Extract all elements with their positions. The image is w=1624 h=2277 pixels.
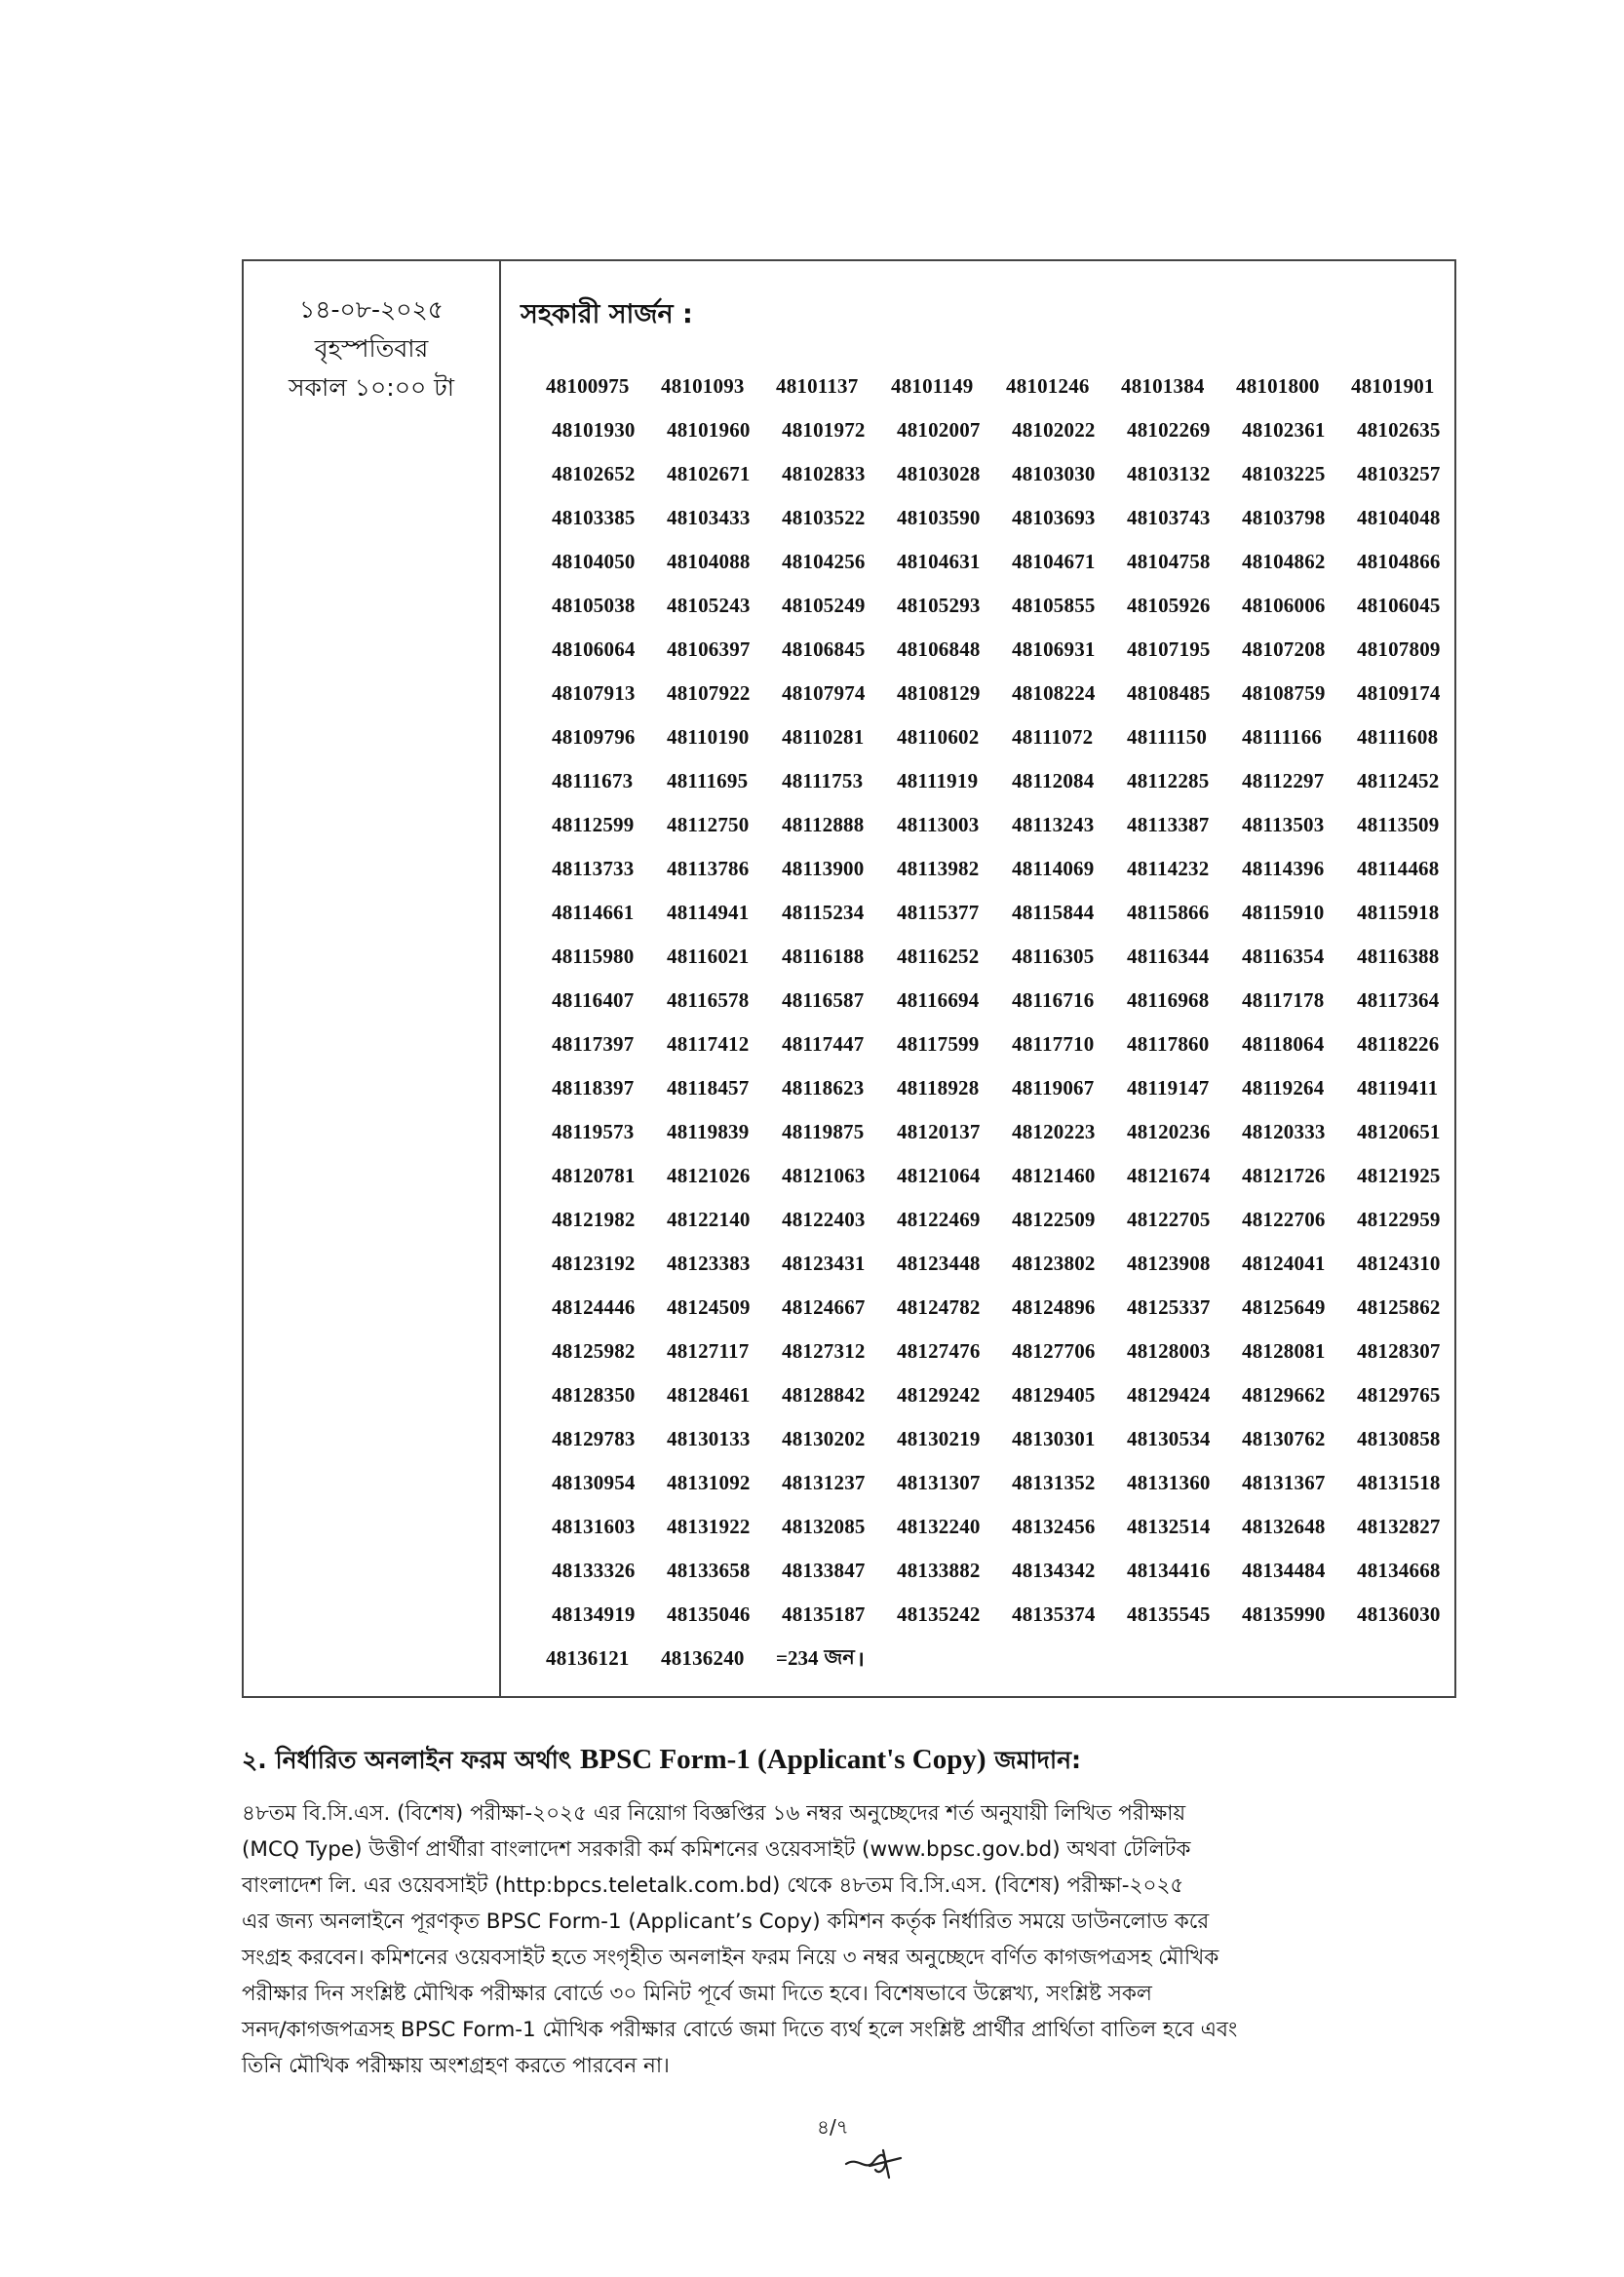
roll-number: 48113900 bbox=[782, 857, 865, 880]
heading-prefix: ২. নির্ধারিত অনলাইন ফরম অর্থাৎ bbox=[242, 1746, 572, 1774]
roll-number: 48135242 bbox=[897, 1602, 981, 1626]
roll-row bbox=[552, 979, 1473, 1023]
roll-number: 48114941 bbox=[667, 901, 750, 924]
roll-number: 48116716 bbox=[1012, 988, 1095, 1012]
roll-number: 48120333 bbox=[1242, 1120, 1326, 1143]
roll-number: 48115866 bbox=[1127, 901, 1210, 924]
paragraph-line: সনদ/কাগজপত্রসহ BPSC Form-1 মৌখিক পরীক্ষার বোর্ডে জমা দিতে ব্যর্থ হলে সংশ্লিষ্ট প্রার্থীর প্রার্থিতা বাতিল হবে এবং bbox=[242, 2018, 1238, 2042]
roll-number: 48125982 bbox=[552, 1339, 636, 1363]
roll-number: 48112599 bbox=[552, 813, 635, 836]
roll-number: 48134342 bbox=[1012, 1559, 1096, 1582]
exam-date: ১৪-০৮-২০২৫ bbox=[299, 295, 444, 324]
roll-number: 48128081 bbox=[1242, 1339, 1326, 1363]
roll-number: 48135545 bbox=[1127, 1602, 1211, 1626]
exam-time: সকাল ১০:০০ টা bbox=[288, 373, 455, 402]
roll-number: 48107922 bbox=[667, 681, 751, 705]
roll-number: 48130954 bbox=[552, 1471, 636, 1494]
roll-number: 48111608 bbox=[1357, 725, 1439, 749]
roll-number: 48116252 bbox=[897, 945, 980, 968]
roll-number: 48119839 bbox=[667, 1120, 750, 1143]
roll-number: 48133882 bbox=[897, 1559, 981, 1582]
schedule-table bbox=[242, 259, 1456, 1698]
roll-number: 48111695 bbox=[667, 769, 749, 792]
roll-number: 48132648 bbox=[1242, 1515, 1326, 1538]
roll-row bbox=[552, 1593, 1473, 1637]
roll-row bbox=[552, 715, 1473, 759]
roll-number: 48123383 bbox=[667, 1252, 751, 1275]
roll-number: 48111673 bbox=[552, 769, 634, 792]
roll-number: 48102361 bbox=[1242, 418, 1326, 442]
roll-number: 48113387 bbox=[1127, 813, 1210, 836]
roll-row bbox=[552, 1023, 1473, 1066]
roll-number: 48121064 bbox=[897, 1164, 981, 1187]
roll-number: 48124446 bbox=[552, 1295, 636, 1319]
roll-number: 48129242 bbox=[897, 1383, 981, 1407]
roll-number: 48114661 bbox=[552, 901, 635, 924]
roll-number: 48102635 bbox=[1357, 418, 1441, 442]
roll-number: 48118457 bbox=[667, 1076, 750, 1100]
roll-number: 48114069 bbox=[1012, 857, 1095, 880]
roll-number: 48120651 bbox=[1357, 1120, 1441, 1143]
roll-number: 48125649 bbox=[1242, 1295, 1326, 1319]
roll-number: 48128461 bbox=[667, 1383, 751, 1407]
roll-number: 48103028 bbox=[897, 462, 981, 485]
roll-row bbox=[552, 452, 1473, 496]
roll-row bbox=[552, 1330, 1473, 1373]
roll-number: 48116968 bbox=[1127, 988, 1210, 1012]
roll-number: 48129662 bbox=[1242, 1383, 1326, 1407]
roll-row bbox=[552, 1110, 1473, 1154]
roll-number: 48114232 bbox=[1127, 857, 1210, 880]
roll-number: 48102269 bbox=[1127, 418, 1211, 442]
roll-number: 48108485 bbox=[1127, 681, 1211, 705]
roll-number: 48130219 bbox=[897, 1427, 981, 1450]
paragraph-line: বাংলাদেশ লি. এর ওয়েবসাইট (http:bpcs.teletalk.com.bd) থেকে ৪৮তম বি.সি.এস. (বিশেষ) পরীক্ষা-২০২৫ bbox=[242, 1873, 1184, 1898]
roll-number: 48106006 bbox=[1242, 594, 1326, 617]
roll-number: 48116188 bbox=[782, 945, 865, 968]
roll-number: 48133326 bbox=[552, 1559, 636, 1582]
roll-number: 48118064 bbox=[1242, 1032, 1325, 1056]
roll-number: 48132827 bbox=[1357, 1515, 1441, 1538]
roll-number: 48133847 bbox=[782, 1559, 866, 1582]
roll-row bbox=[552, 891, 1473, 935]
roll-number: 48113243 bbox=[1012, 813, 1095, 836]
roll-number: 48116354 bbox=[1242, 945, 1325, 968]
roll-number: 48104048 bbox=[1357, 506, 1441, 529]
roll-number: 48113003 bbox=[897, 813, 980, 836]
roll-number: 48103132 bbox=[1127, 462, 1211, 485]
roll-number: 48107208 bbox=[1242, 637, 1326, 661]
roll-number: 48127706 bbox=[1012, 1339, 1096, 1363]
roll-row bbox=[552, 847, 1473, 891]
roll-number: 48105293 bbox=[897, 594, 981, 617]
roll-row bbox=[552, 1198, 1473, 1242]
roll-number: 48113509 bbox=[1357, 813, 1440, 836]
signature-mark bbox=[840, 2142, 909, 2181]
roll-number: 48111166 bbox=[1242, 725, 1323, 749]
roll-number: 48131237 bbox=[782, 1471, 866, 1494]
roll-number: 48132240 bbox=[897, 1515, 981, 1538]
roll-number: 48127117 bbox=[667, 1339, 750, 1363]
roll-number: 48113982 bbox=[897, 857, 980, 880]
roll-number: 48104256 bbox=[782, 550, 866, 573]
roll-number-grid bbox=[546, 365, 1473, 1680]
roll-number: 48136240 bbox=[661, 1646, 745, 1670]
roll-number: 48132085 bbox=[782, 1515, 866, 1538]
roll-number: 48116578 bbox=[667, 988, 750, 1012]
date-cell bbox=[244, 290, 499, 407]
heading-suffix: জমাদান: bbox=[994, 1746, 1082, 1774]
roll-number: 48116305 bbox=[1012, 945, 1095, 968]
roll-number: 48112888 bbox=[782, 813, 865, 836]
roll-number: 48135990 bbox=[1242, 1602, 1326, 1626]
roll-number: 48118397 bbox=[552, 1076, 635, 1100]
roll-number: 48135187 bbox=[782, 1602, 866, 1626]
roll-number: 48116587 bbox=[782, 988, 865, 1012]
roll-number: 48121063 bbox=[782, 1164, 866, 1187]
roll-row bbox=[552, 1154, 1473, 1198]
roll-number: 48115910 bbox=[1242, 901, 1325, 924]
roll-number: 48101800 bbox=[1236, 374, 1320, 398]
roll-number: 48101093 bbox=[661, 374, 745, 398]
roll-number: 48103522 bbox=[782, 506, 866, 529]
roll-number: 48113733 bbox=[552, 857, 635, 880]
roll-number: 48106931 bbox=[1012, 637, 1096, 661]
roll-number: 48107195 bbox=[1127, 637, 1211, 661]
roll-number: 48119264 bbox=[1242, 1076, 1325, 1100]
roll-number: 48107974 bbox=[782, 681, 866, 705]
roll-number: 48131603 bbox=[552, 1515, 636, 1538]
roll-number: 48103385 bbox=[552, 506, 636, 529]
roll-number: 48103433 bbox=[667, 506, 751, 529]
roll-number: 48130202 bbox=[782, 1427, 866, 1450]
roll-row bbox=[552, 935, 1473, 979]
roll-number: 48120236 bbox=[1127, 1120, 1211, 1143]
roll-number: 48119147 bbox=[1127, 1076, 1210, 1100]
roll-number: 48124782 bbox=[897, 1295, 981, 1319]
roll-number: 48103030 bbox=[1012, 462, 1096, 485]
roll-number: 48124509 bbox=[667, 1295, 751, 1319]
heading-form-name: BPSC Form-1 (Applicant's Copy) bbox=[580, 1744, 986, 1775]
roll-number: 48123908 bbox=[1127, 1252, 1211, 1275]
roll-number: 48102022 bbox=[1012, 418, 1096, 442]
roll-row bbox=[552, 672, 1473, 715]
roll-row bbox=[552, 1461, 1473, 1505]
roll-number: 48127312 bbox=[782, 1339, 866, 1363]
roll-row bbox=[552, 628, 1473, 672]
roll-number: 48131092 bbox=[667, 1471, 751, 1494]
roll-row bbox=[552, 759, 1473, 803]
roll-number: 48129783 bbox=[552, 1427, 636, 1450]
roll-number: 48130133 bbox=[667, 1427, 751, 1450]
roll-number: 48124310 bbox=[1357, 1252, 1441, 1275]
roll-number: 48134416 bbox=[1127, 1559, 1211, 1582]
roll-number: 48103693 bbox=[1012, 506, 1096, 529]
roll-number: 48115234 bbox=[782, 901, 865, 924]
roll-number: 48109174 bbox=[1357, 681, 1441, 705]
roll-number: 48129405 bbox=[1012, 1383, 1096, 1407]
roll-number: 48103743 bbox=[1127, 506, 1211, 529]
roll-number: 48108759 bbox=[1242, 681, 1326, 705]
paragraph-line: পরীক্ষার দিন সংশ্লিষ্ট মৌখিক পরীক্ষার বোর্ডে ৩০ মিনিট পূর্বে জমা দিতে হবে। বিশেষভাবে উল্লেখ্য, সংশ্লিষ্ট সকল bbox=[242, 1982, 1152, 2006]
roll-number: 48121726 bbox=[1242, 1164, 1326, 1187]
roll-number: 48109796 bbox=[552, 725, 636, 749]
roll-number: 48105249 bbox=[782, 594, 866, 617]
roll-number: 48104671 bbox=[1012, 550, 1096, 573]
roll-number: 48115980 bbox=[552, 945, 635, 968]
post-title: সহকারী সার্জন : bbox=[521, 299, 693, 329]
roll-number: 48102671 bbox=[667, 462, 751, 485]
roll-number: 48118928 bbox=[897, 1076, 980, 1100]
roll-number: 48130858 bbox=[1357, 1427, 1441, 1450]
roll-number: 48117860 bbox=[1127, 1032, 1210, 1056]
roll-number: 48111072 bbox=[1012, 725, 1094, 749]
roll-number: 48115844 bbox=[1012, 901, 1095, 924]
roll-number: 48117412 bbox=[667, 1032, 750, 1056]
roll-number: 48128350 bbox=[552, 1383, 636, 1407]
roll-number: 48119573 bbox=[552, 1120, 635, 1143]
roll-number: 48125862 bbox=[1357, 1295, 1441, 1319]
roll-number: 48123448 bbox=[897, 1252, 981, 1275]
roll-number: 48106045 bbox=[1357, 594, 1441, 617]
roll-number: 48135046 bbox=[667, 1602, 751, 1626]
roll-number: 48102652 bbox=[552, 462, 636, 485]
roll-number: 48120781 bbox=[552, 1164, 636, 1187]
roll-number: 48104050 bbox=[552, 550, 636, 573]
roll-number: 48122509 bbox=[1012, 1208, 1096, 1231]
roll-row bbox=[552, 1505, 1473, 1549]
roll-number: 48134668 bbox=[1357, 1559, 1441, 1582]
roll-number: 48123192 bbox=[552, 1252, 636, 1275]
roll-number: 48112750 bbox=[667, 813, 750, 836]
roll-number: 48105926 bbox=[1127, 594, 1211, 617]
roll-number: 48101384 bbox=[1121, 374, 1205, 398]
roll-number: 48103225 bbox=[1242, 462, 1326, 485]
roll-number: 48103798 bbox=[1242, 506, 1326, 529]
roll-row bbox=[552, 1286, 1473, 1330]
roll-row bbox=[552, 1549, 1473, 1593]
roll-number: 48124667 bbox=[782, 1295, 866, 1319]
roll-number: 48113503 bbox=[1242, 813, 1325, 836]
roll-number: 48104631 bbox=[897, 550, 981, 573]
roll-number: 48122705 bbox=[1127, 1208, 1211, 1231]
roll-number: 48111919 bbox=[897, 769, 979, 792]
roll-number: 48131367 bbox=[1242, 1471, 1326, 1494]
roll-number: 48106397 bbox=[667, 637, 751, 661]
roll-number: 48106845 bbox=[782, 637, 866, 661]
roll-number: 48130762 bbox=[1242, 1427, 1326, 1450]
roll-number: 48110281 bbox=[782, 725, 865, 749]
roll-number: 48110190 bbox=[667, 725, 750, 749]
roll-row bbox=[552, 584, 1473, 628]
roll-number: 48129765 bbox=[1357, 1383, 1441, 1407]
paragraph-line: সংগ্রহ করবেন। কমিশনের ওয়েবসাইট হতে সংগৃহীত অনলাইন ফরম নিয়ে ৩ নম্বর অনুচ্ছেদে বর্ণিত কাগজপত্রসহ মৌখিক bbox=[242, 1946, 1219, 1970]
roll-number: 48103590 bbox=[897, 506, 981, 529]
roll-number: 48136030 bbox=[1357, 1602, 1441, 1626]
roll-number: 48132514 bbox=[1127, 1515, 1211, 1538]
roll-number: 48117364 bbox=[1357, 988, 1440, 1012]
roll-row bbox=[552, 1066, 1473, 1110]
roll-number: 48113786 bbox=[667, 857, 750, 880]
roll-number: 48122403 bbox=[782, 1208, 866, 1231]
roll-number: 48111150 bbox=[1127, 725, 1208, 749]
roll-number: 48128842 bbox=[782, 1383, 866, 1407]
roll-number: 48115377 bbox=[897, 901, 980, 924]
roll-number: 48129424 bbox=[1127, 1383, 1211, 1407]
roll-number: 48107809 bbox=[1357, 637, 1441, 661]
roll-number: 48116388 bbox=[1357, 945, 1440, 968]
roll-number: 48104758 bbox=[1127, 550, 1211, 573]
roll-number: 48108129 bbox=[897, 681, 981, 705]
roll-number: 48121460 bbox=[1012, 1164, 1096, 1187]
roll-number: 48131360 bbox=[1127, 1471, 1211, 1494]
roll-row bbox=[552, 408, 1473, 452]
roll-number: 48120137 bbox=[897, 1120, 981, 1143]
roll-number: 48119875 bbox=[782, 1120, 865, 1143]
roll-number: 48114468 bbox=[1357, 857, 1440, 880]
roll-number: 48119067 bbox=[1012, 1076, 1095, 1100]
exam-day: বৃহস্পতিবার bbox=[314, 334, 429, 363]
roll-number: 48124041 bbox=[1242, 1252, 1326, 1275]
roll-row bbox=[552, 1373, 1473, 1417]
roll-row bbox=[546, 365, 1473, 408]
roll-number: 48121026 bbox=[667, 1164, 751, 1187]
roll-number: 48107913 bbox=[552, 681, 636, 705]
roll-number: 48100975 bbox=[546, 374, 630, 398]
roll-number: 48123802 bbox=[1012, 1252, 1096, 1275]
roll-number: 48117447 bbox=[782, 1032, 865, 1056]
roll-number: 48112297 bbox=[1242, 769, 1325, 792]
paragraph-line: এর জন্য অনলাইনে পূরণকৃত BPSC Form-1 (Applicant’s Copy) কমিশন কর্তৃক নির্ধারিত সময়ে ডাউনলোড করে bbox=[242, 1910, 1210, 1934]
roll-number: 48131518 bbox=[1357, 1471, 1441, 1494]
total-end-mark: । bbox=[856, 1646, 865, 1671]
roll-number: 48130534 bbox=[1127, 1427, 1211, 1450]
roll-number: 48131352 bbox=[1012, 1471, 1096, 1494]
roll-number: 48117178 bbox=[1242, 988, 1325, 1012]
roll-number: 48104088 bbox=[667, 550, 751, 573]
roll-number: 48121674 bbox=[1127, 1164, 1211, 1187]
roll-number: 48118226 bbox=[1357, 1032, 1440, 1056]
roll-number: 48123431 bbox=[782, 1252, 866, 1275]
roll-row-last bbox=[546, 1637, 1473, 1680]
roll-number: 48130301 bbox=[1012, 1427, 1096, 1450]
roll-number: 48117710 bbox=[1012, 1032, 1095, 1056]
roll-number: 48102007 bbox=[897, 418, 981, 442]
section-heading bbox=[242, 1741, 1460, 1783]
roll-number: 48116407 bbox=[552, 988, 635, 1012]
roll-number: 48101246 bbox=[1006, 374, 1090, 398]
total-count: =234 bbox=[776, 1646, 819, 1670]
total-unit: জন bbox=[824, 1645, 855, 1669]
roll-number: 48122140 bbox=[667, 1208, 751, 1231]
roll-number: 48110602 bbox=[897, 725, 980, 749]
paragraph-line: ৪৮তম বি.সি.এস. (বিশেষ) পরীক্ষা-২০২৫ এর নিয়োগ বিজ্ঞপ্তির ১৬ নম্বর অনুচ্ছেদের শর্ত অনুযায়ী লিখিত পরীক্ষায় bbox=[242, 1801, 1186, 1826]
roll-number: 48101137 bbox=[776, 374, 859, 398]
roll-number: 48131307 bbox=[897, 1471, 981, 1494]
roll-number: 48133658 bbox=[667, 1559, 751, 1582]
roll-number: 48117397 bbox=[552, 1032, 635, 1056]
roll-number: 48118623 bbox=[782, 1076, 865, 1100]
roll-number: 48112084 bbox=[1012, 769, 1095, 792]
roll-number: 48106064 bbox=[552, 637, 636, 661]
roll-row bbox=[552, 803, 1473, 847]
roll-number: 48122469 bbox=[897, 1208, 981, 1231]
roll-number: 48114396 bbox=[1242, 857, 1325, 880]
roll-number: 48119411 bbox=[1357, 1076, 1439, 1100]
instruction-paragraph bbox=[242, 1795, 1460, 2084]
roll-number: 48127476 bbox=[897, 1339, 981, 1363]
roll-number: 48104866 bbox=[1357, 550, 1441, 573]
roll-number: 48115918 bbox=[1357, 901, 1440, 924]
roll-number: 48101901 bbox=[1351, 374, 1435, 398]
roll-number: 48104862 bbox=[1242, 550, 1326, 573]
roll-number: 48135374 bbox=[1012, 1602, 1096, 1626]
roll-row bbox=[552, 540, 1473, 584]
roll-number: 48122959 bbox=[1357, 1208, 1441, 1231]
roll-row bbox=[552, 1417, 1473, 1461]
roll-number: 48101149 bbox=[891, 374, 974, 398]
roll-number: 48124896 bbox=[1012, 1295, 1096, 1319]
roll-number: 48105855 bbox=[1012, 594, 1096, 617]
page-number: ৪/৭ bbox=[817, 2115, 849, 2139]
roll-number: 48103257 bbox=[1357, 462, 1441, 485]
roll-number: 48121982 bbox=[552, 1208, 636, 1231]
roll-number: 48116694 bbox=[897, 988, 980, 1012]
roll-number: 48128003 bbox=[1127, 1339, 1211, 1363]
roll-row bbox=[552, 496, 1473, 540]
roll-number: 48112452 bbox=[1357, 769, 1440, 792]
roll-number: 48101960 bbox=[667, 418, 751, 442]
roll-number: 48102833 bbox=[782, 462, 866, 485]
paragraph-line: তিনি মৌখিক পরীক্ষায় অংশগ্রহণ করতে পারবেন না। bbox=[242, 2054, 670, 2078]
roll-number: 48131922 bbox=[667, 1515, 751, 1538]
roll-number: 48105243 bbox=[667, 594, 751, 617]
roll-number: 48101972 bbox=[782, 418, 866, 442]
roll-number: 48111753 bbox=[782, 769, 864, 792]
roll-number: 48108224 bbox=[1012, 681, 1096, 705]
roll-number: 48101930 bbox=[552, 418, 636, 442]
roll-number: 48136121 bbox=[546, 1646, 630, 1670]
roll-number: 48125337 bbox=[1127, 1295, 1211, 1319]
roll-number: 48122706 bbox=[1242, 1208, 1326, 1231]
roll-number: 48121925 bbox=[1357, 1164, 1441, 1187]
roll-number: 48112285 bbox=[1127, 769, 1210, 792]
roll-number: 48132456 bbox=[1012, 1515, 1096, 1538]
roll-number: 48116344 bbox=[1127, 945, 1210, 968]
roll-row bbox=[552, 1242, 1473, 1286]
roll-number: 48128307 bbox=[1357, 1339, 1441, 1363]
roll-number: 48116021 bbox=[667, 945, 750, 968]
roll-number: 48117599 bbox=[897, 1032, 980, 1056]
roll-number: 48134484 bbox=[1242, 1559, 1326, 1582]
roll-number: 48120223 bbox=[1012, 1120, 1096, 1143]
roll-number: 48106848 bbox=[897, 637, 981, 661]
roll-number: 48134919 bbox=[552, 1602, 636, 1626]
paragraph-line: (MCQ Type) উত্তীর্ণ প্রার্থীরা বাংলাদেশ সরকারী কর্ম কমিশনের ওয়েবসাইট (www.bpsc.gov.bd) অথবা টেলিটক bbox=[242, 1837, 1191, 1862]
post-cell bbox=[501, 261, 1454, 1696]
roll-number: 48105038 bbox=[552, 594, 636, 617]
